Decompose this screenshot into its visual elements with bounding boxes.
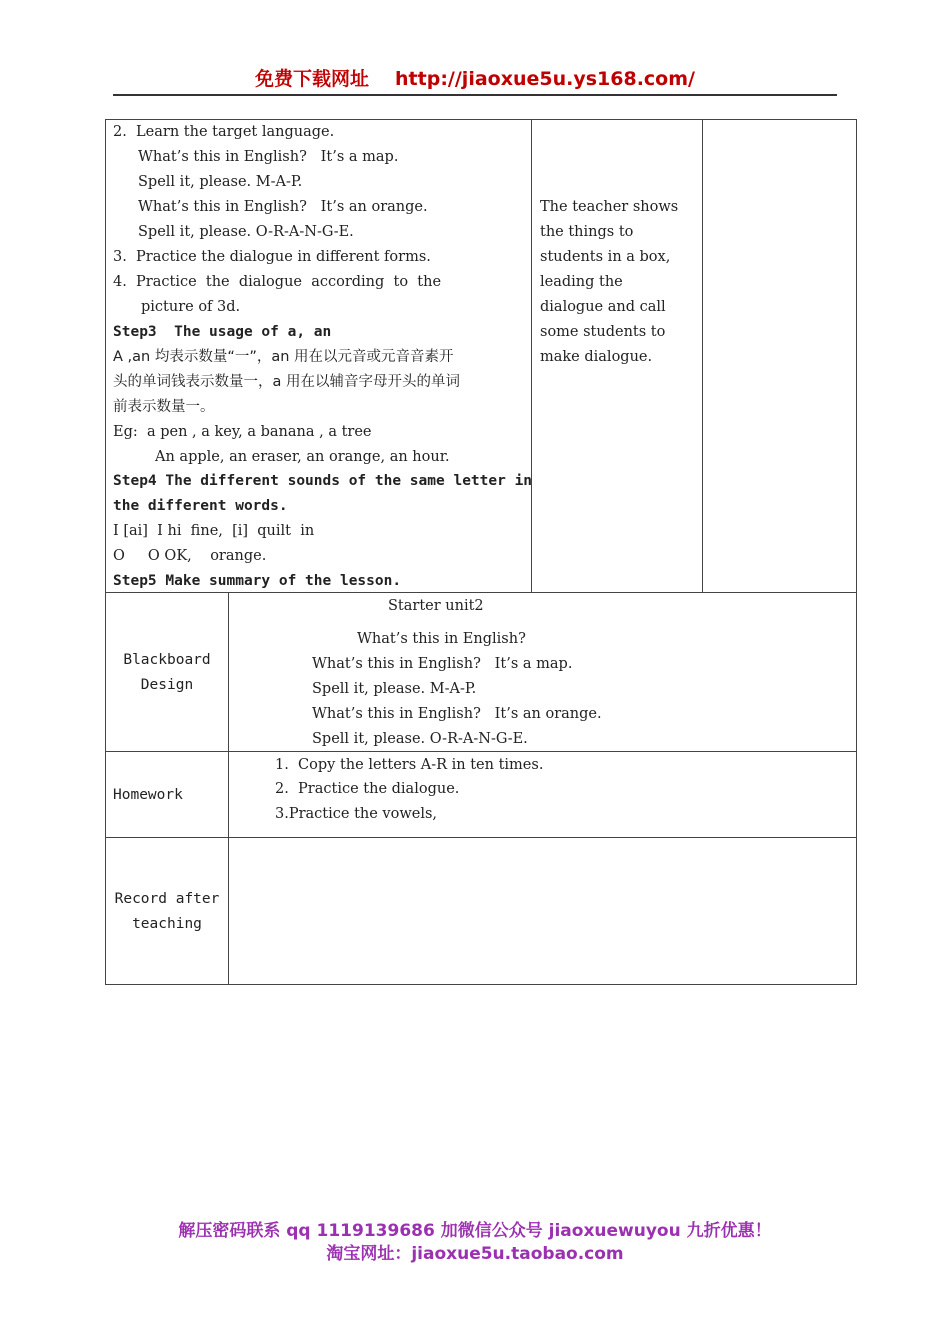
- table-border-bottom: [105, 984, 857, 985]
- blackboard-line: What’s this in English? It’s a map.: [312, 656, 573, 672]
- step3-text: A ,an 均表示数量“一”，an 用在以元音或元音音素开: [113, 349, 454, 365]
- record-label-line: teaching: [132, 916, 202, 932]
- sound-line: O O OK, orange.: [113, 548, 267, 564]
- table-border-left: [105, 119, 106, 985]
- step3-text: 头的单词钱表示数量一，a 用在以辅音字母开头的单词: [113, 374, 460, 390]
- homework-item: 2. Practice the dialogue.: [275, 781, 460, 797]
- blackboard-line: What’s this in English? It’s an orange.: [312, 706, 602, 722]
- page-header: [113, 66, 837, 96]
- procedure-line: Spell it, please. O-R-A-N-G-E.: [138, 224, 354, 240]
- table-col-divider: [228, 592, 229, 985]
- teacher-activity-line: leading the: [540, 274, 623, 290]
- table-col-divider: [702, 119, 703, 593]
- header-title: 免费下载网址: [255, 68, 370, 90]
- table-border-right: [856, 119, 857, 985]
- step3-text: 前表示数量一。: [113, 399, 215, 415]
- blackboard-subtitle: What’s this in English?: [357, 631, 526, 647]
- blackboard-label-line: Blackboard: [123, 652, 211, 668]
- procedure-line: 4. Practice the dialogue according to the: [113, 274, 442, 290]
- step4-title: the different words.: [113, 498, 288, 514]
- teacher-activity-line: some students to: [540, 324, 666, 340]
- step3-title: Step3 The usage of a, an: [113, 324, 332, 340]
- teacher-activity-line: dialogue and call: [540, 299, 666, 315]
- table-col-divider: [531, 119, 532, 593]
- teacher-activity-line: the things to: [540, 224, 634, 240]
- sound-line: I [ai] I hi fine, [i] quilt in: [113, 523, 315, 539]
- blackboard-line: Spell it, please. O-R-A-N-G-E.: [312, 731, 528, 747]
- record-label: [106, 887, 228, 937]
- homework-item: 3.Practice the vowels,: [275, 806, 438, 822]
- procedure-line: 2. Learn the target language.: [113, 124, 335, 140]
- procedure-line: Spell it, please. M-A-P.: [138, 174, 303, 190]
- teacher-activity-line: The teacher shows: [540, 199, 679, 215]
- footer-shop-url[interactable]: 淘宝网址：jiaoxue5u.taobao.com: [326, 1244, 624, 1264]
- procedure-line: What’s this in English? It’s an orange.: [138, 199, 428, 215]
- blackboard-title: Starter unit2: [388, 598, 484, 614]
- step5-title: Step5 Make summary of the lesson.: [113, 573, 402, 589]
- teacher-activity-line: students in a box,: [540, 249, 671, 265]
- blackboard-label: [106, 648, 228, 698]
- blackboard-label-line: Design: [140, 677, 194, 693]
- footer-contact: 解压密码联系 qq 1119139686 加微信公众号 jiaoxuewuyou 九折优惠！: [178, 1221, 772, 1241]
- homework-label: Homework: [113, 787, 183, 803]
- procedure-line: 3. Practice the dialogue in different forms.: [113, 249, 431, 265]
- teacher-activity-line: make dialogue.: [540, 349, 653, 365]
- step4-title: Step4 The different sounds of the same letter in: [113, 473, 533, 489]
- record-label-line: Record after: [114, 891, 220, 907]
- procedure-line: What’s this in English? It’s a map.: [138, 149, 399, 165]
- blackboard-line: Spell it, please. M-A-P.: [312, 681, 477, 697]
- homework-item: 1. Copy the letters A-R in ten times.: [275, 757, 544, 773]
- header-url[interactable]: http://jiaoxue5u.ys168.com/: [395, 68, 695, 90]
- example-line: Eg: a pen , a key, a banana , a tree: [113, 424, 372, 440]
- example-line: An apple, an eraser, an orange, an hour.: [155, 449, 450, 465]
- table-row-divider: [105, 837, 857, 838]
- procedure-line: picture of 3d.: [141, 299, 241, 315]
